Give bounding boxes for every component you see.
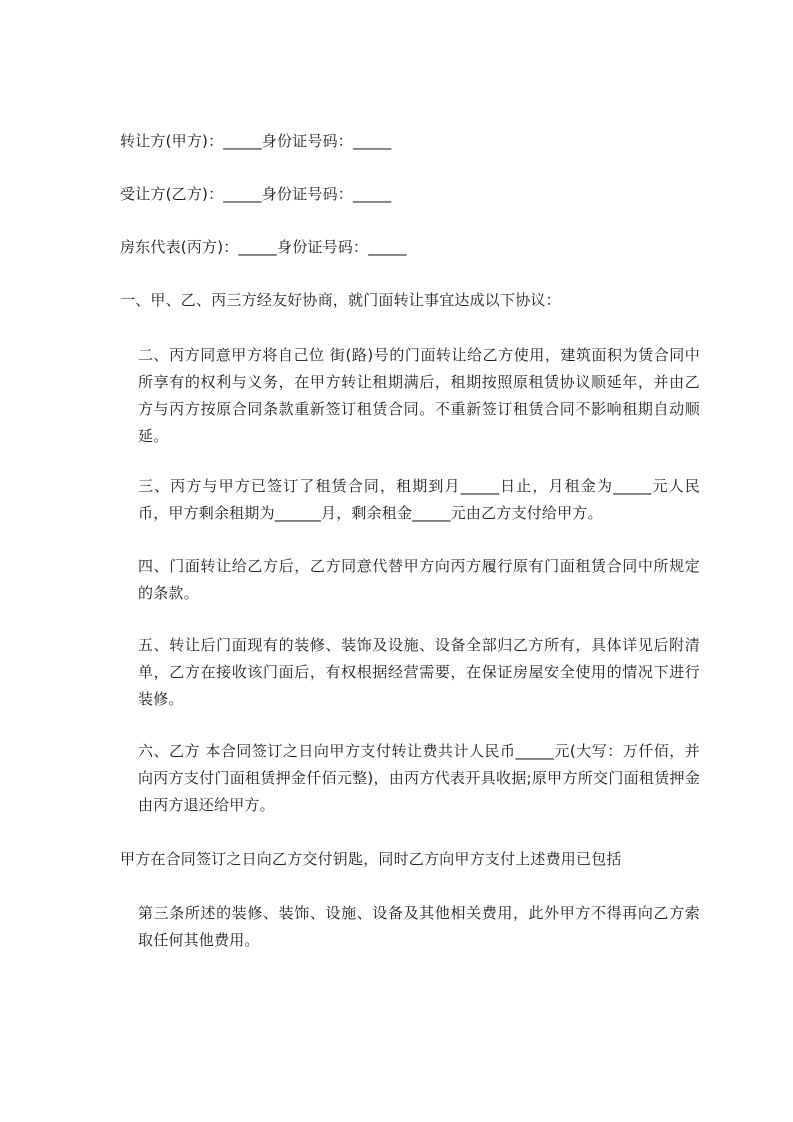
clause-4-text: 四、门面转让给乙方后，乙方同意代替甲方向丙方履行原有门面租赁合同中所规定的条款。 (138, 557, 700, 602)
landlord-line: 房东代表(丙方)：_____身份证号码：_____ (120, 238, 407, 256)
clause-3 (120, 473, 700, 527)
transferor-line: 转让方(甲方)：_____身份证号码：_____ (120, 132, 392, 150)
clause-5 (120, 632, 700, 713)
clause-4 (120, 553, 700, 607)
clause-5-text: 五、转让后门面现有的装修、装饰及设施、设备全部归乙方所有，具体详见后附清单，乙方在接收该门面后，有权根据经营需要，在保证房屋安全使用的情况下进行装修。 (138, 636, 700, 708)
clause-8 (120, 900, 700, 954)
transferee-line: 受让方(乙方)：_____身份证号码：_____ (120, 185, 392, 203)
clause-8-text: 第三条所述的装修、装饰、设施、设备及其他相关费用，此外甲方不得再向乙方索取任何其他费用。 (138, 904, 700, 949)
clause-3-text: 三、丙方与甲方已签订了租赁合同，租期到月_____日止，月租金为_____元人民币，甲方剩余租期为______月，剩余租金_____元由乙方支付给甲方。 (138, 477, 700, 522)
clause-1: 一、甲、乙、丙三方经友好协商，就门面转让事宜达成以下协议： (120, 291, 561, 309)
clause-6 (120, 738, 700, 819)
clause-2 (120, 342, 700, 450)
clause-2-text: 二、丙方同意甲方将自己位 街(路)号的门面转让给乙方使用，建筑面积为赁合同中所享有的权利与义务，在甲方转让租期满后，租期按照原租赁协议顺延年，并由乙方与丙方按原合同条款重新签订租赁合同。不重新签订租赁合同不影响租期自动顺延。 (138, 346, 700, 445)
clause-7: 甲方在合同签订之日向乙方交付钥匙，同时乙方向甲方支付上述费用已包括 (120, 850, 622, 868)
clause-6-text: 六、乙方 本合同签订之日向甲方支付转让费共计人民币_____元(大写：万仟佰，并向丙方支付门面租赁押金仟佰元整)，由丙方代表开具收据;原甲方所交门面租赁押金由丙方退还给甲方。 (138, 742, 700, 814)
